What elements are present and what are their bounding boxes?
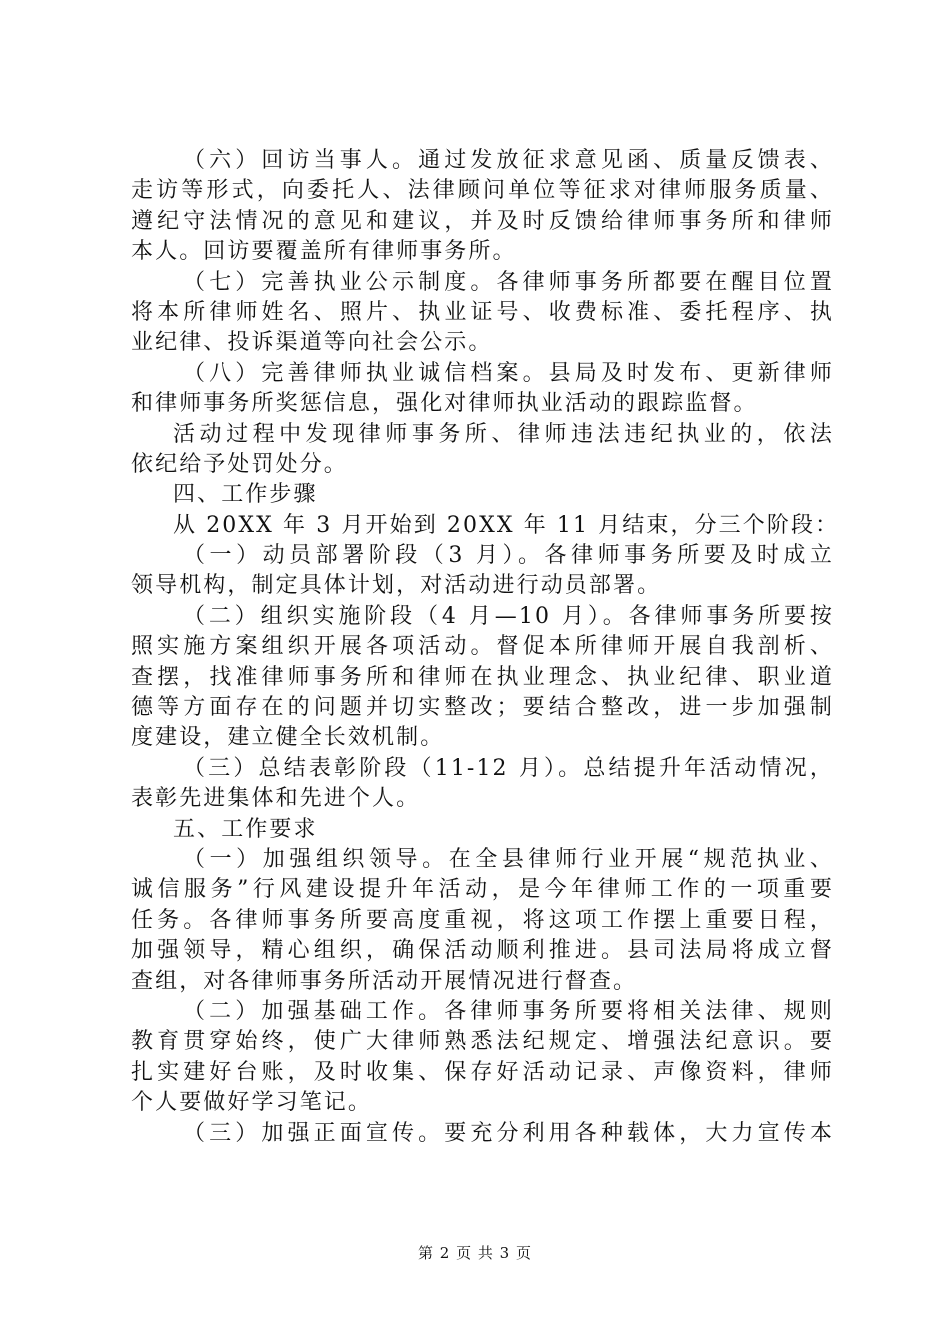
text-line: （二）组织实施阶段（4 月—10 月）。各律师事务所要按 [183, 603, 834, 629]
text-line: 个人要做好学习笔记。 [131, 1090, 373, 1116]
text-line: 活动过程中发现律师事务所、律师违法违纪执业的，依法 [173, 421, 834, 447]
text-line: （三）加强正面宣传。要充分利用各种载体，大力宣传本 [183, 1120, 834, 1146]
text-line: 业纪律、投诉渠道等向社会公示。 [131, 330, 493, 356]
text-line: 德等方面存在的问题并切实整改；要结合整改，进一步加强制 [131, 695, 834, 721]
text-line: 五、工作要求 [173, 816, 318, 842]
text-line: 教育贯穿始终，使广大律师熟悉法纪规定、增强法纪意识。要 [131, 1029, 834, 1055]
text-line: 本人。回访要覆盖所有律师事务所。 [131, 239, 517, 265]
text-line: 度建设，建立健全长效机制。 [131, 725, 445, 751]
text-line: （二）加强基础工作。各律师事务所要将相关法律、规则 [183, 998, 834, 1024]
text-line: 诚信服务”行风建设提升年活动，是今年律师工作的一项重要 [131, 877, 834, 903]
text-line: 照实施方案组织开展各项活动。督促本所律师开展自我剖析、 [131, 634, 834, 660]
text-line: 从 20XX 年 3 月开始到 20XX 年 11 月结束，分三个阶段： [173, 512, 840, 538]
text-line: （六）回访当事人。通过发放征求意见函、质量反馈表、 [183, 148, 834, 173]
text-line: （一）加强组织领导。在全县律师行业开展“规范执业、 [183, 846, 834, 872]
page-footer: 第 2 页 共 3 页 [418, 1244, 532, 1262]
text-line: （八）完善律师执业诚信档案。县局及时发布、更新律师 [183, 360, 834, 386]
text-line: 和律师事务所奖惩信息，强化对律师执业活动的跟踪监督。 [131, 391, 758, 417]
text-line: 四、工作步骤 [173, 482, 318, 508]
text-line: 查摆，找准律师事务所和律师在执业理念、执业纪律、职业道 [131, 664, 834, 690]
text-line: 查组，对各律师事务所活动开展情况进行督查。 [131, 968, 638, 994]
text-line: 将本所律师姓名、照片、执业证号、收费标准、委托程序、执 [131, 299, 834, 325]
text-line: 扎实建好台账，及时收集、保存好活动记录、声像资料，律师 [131, 1059, 834, 1085]
text-line: 加强领导，精心组织，确保活动顺利推进。县司法局将成立督 [131, 938, 834, 964]
text-line: 走访等形式，向委托人、法律顾问单位等征求对律师服务质量、 [131, 178, 834, 204]
text-line: （三）总结表彰阶段（11-12 月）。总结提升年活动情况， [183, 755, 834, 781]
text-line: 领导机构，制定具体计划，对活动进行动员部署。 [131, 573, 662, 599]
text-line: 依纪给予处罚处分。 [131, 451, 348, 477]
text-line: （七）完善执业公示制度。各律师事务所都要在醒目位置 [183, 269, 834, 295]
document-body [131, 146, 840, 1149]
text-line: 任务。各律师事务所要高度重视，将这项工作摆上重要日程， [131, 907, 834, 933]
text-line: 遵纪守法情况的意见和建议，并及时反馈给律师事务所和律师 [131, 208, 834, 234]
text-line: （一）动员部署阶段（3 月）。各律师事务所要及时成立 [183, 543, 834, 569]
text-line: 表彰先进集体和先进个人。 [131, 786, 421, 812]
